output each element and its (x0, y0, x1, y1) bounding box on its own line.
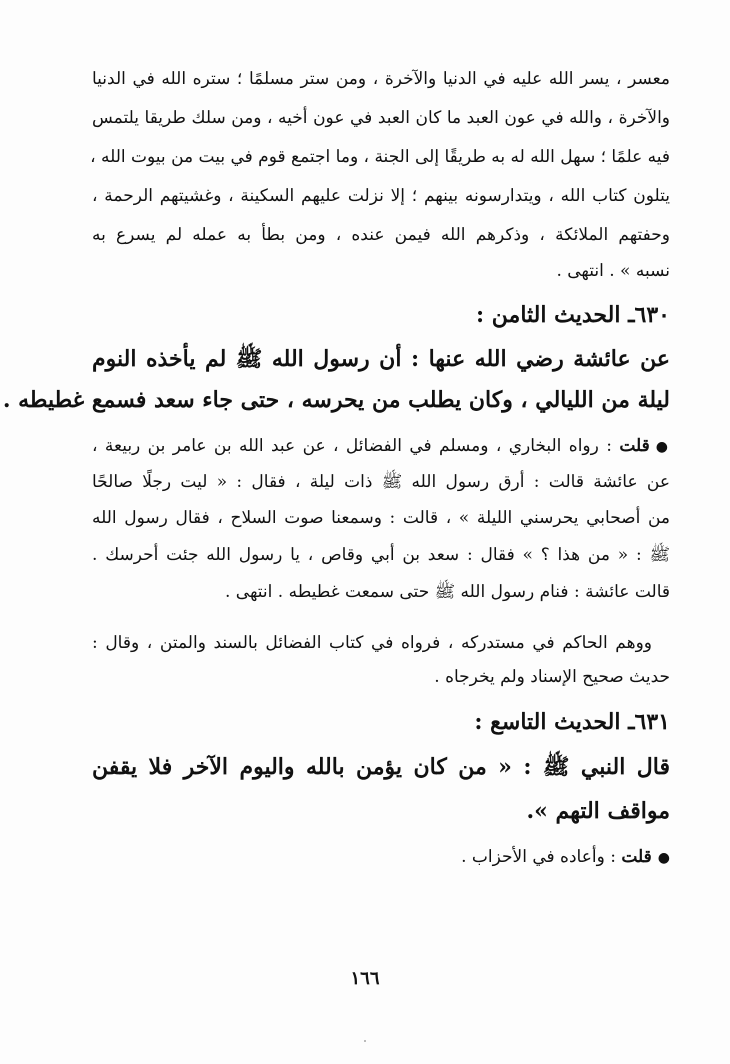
hadith-631-text-line-1: قال النبي ﷺ : « من كان يؤمن بالله واليوم الآخر فلا يقفن (92, 754, 670, 780)
hadith-630-note-line-4: ﷺ : « من هذا ؟ » فقال : سعد بن أبي وقاص ، يا رسول الله جئت أحرسك . (92, 545, 670, 565)
intro-line-5: وحفتهم الملائكة ، وذكرهم الله فيمن عنده ، ومن بطأ به عمله لم يسرع به (92, 225, 670, 245)
intro-line-1: معسر ، يسر الله عليه في الدنيا والآخرة ، ومن ستر مسلمًا ؛ ستره الله في الدنيا (92, 69, 670, 89)
hadith-630-note-line-2: عن عائشة قالت : أرق رسول الله ﷺ ذات ليلة ، فقال : « ليت رجلًا صالحًا (92, 472, 670, 492)
intro-line-2: والآخرة ، والله في عون العبد ما كان العبد في عون أخيه ، ومن سلك طريقا يلتمس (92, 108, 670, 128)
qult-label: قلت (619, 436, 650, 456)
hadith-630-note-text-1: : رواه البخاري ، ومسلم في الفضائل ، عن عبد الله بن عامر بن ربيعة ، (92, 436, 612, 456)
hadith-630-heading: ٦٣٠ـ الحديث الثامن : (476, 302, 670, 328)
bullet-icon: ● (655, 439, 670, 455)
hadith-631-heading: ٦٣١ـ الحديث التاسع : (474, 709, 670, 735)
hadith-630-extra-line-2: حديث صحيح الإسناد ولم يخرجاه . (434, 667, 670, 687)
page-number: ١٦٦ (350, 968, 380, 989)
intro-line-4: يتلون كتاب الله ، ويتدارسونه بينهم ؛ إلا نزلت عليهم السكينة ، وغشيتهم الرحمة ، (92, 186, 670, 206)
hadith-630-text-line-2: ليلة من الليالي ، وكان يطلب من يحرسه ، حتى جاء سعد فسمع غطيطه . (2, 387, 670, 413)
hadith-631-text-line-2: مواقف التهم ». (526, 798, 670, 824)
hadith-630-note-line-3: من أصحابي يحرسني الليلة » ، قالت : وسمعنا صوت السلاح ، فقال رسول الله (92, 508, 670, 528)
hadith-630-extra-line-1: ووهم الحاكم في مستدركه ، فرواه في كتاب الفضائل بالسند والمتن ، وقال : (92, 633, 652, 653)
qult-label: قلت (621, 847, 652, 867)
hadith-630-text-line-1: عن عائشة رضي الله عنها : أن رسول الله ﷺ لم يأخذه النوم (92, 346, 670, 372)
hadith-631-note-line (92, 842, 670, 873)
hadith-630-note-line-1 (92, 431, 670, 462)
intro-line-6: نسبه » . انتهى . (556, 261, 670, 281)
intro-line-3: فيه علمًا ؛ سهل الله له به طريقًا إلى الجنة ، وما اجتمع قوم في بيت من بيوت الله ، (90, 147, 670, 167)
hadith-631-note-text: : وأعاده في الأحزاب . (461, 847, 616, 867)
scan-speck (364, 1040, 366, 1042)
bullet-icon: ● (657, 850, 670, 866)
hadith-630-note-line-5: قالت عائشة : فنام رسول الله ﷺ حتى سمعت غطيطه . انتهى . (224, 582, 670, 602)
